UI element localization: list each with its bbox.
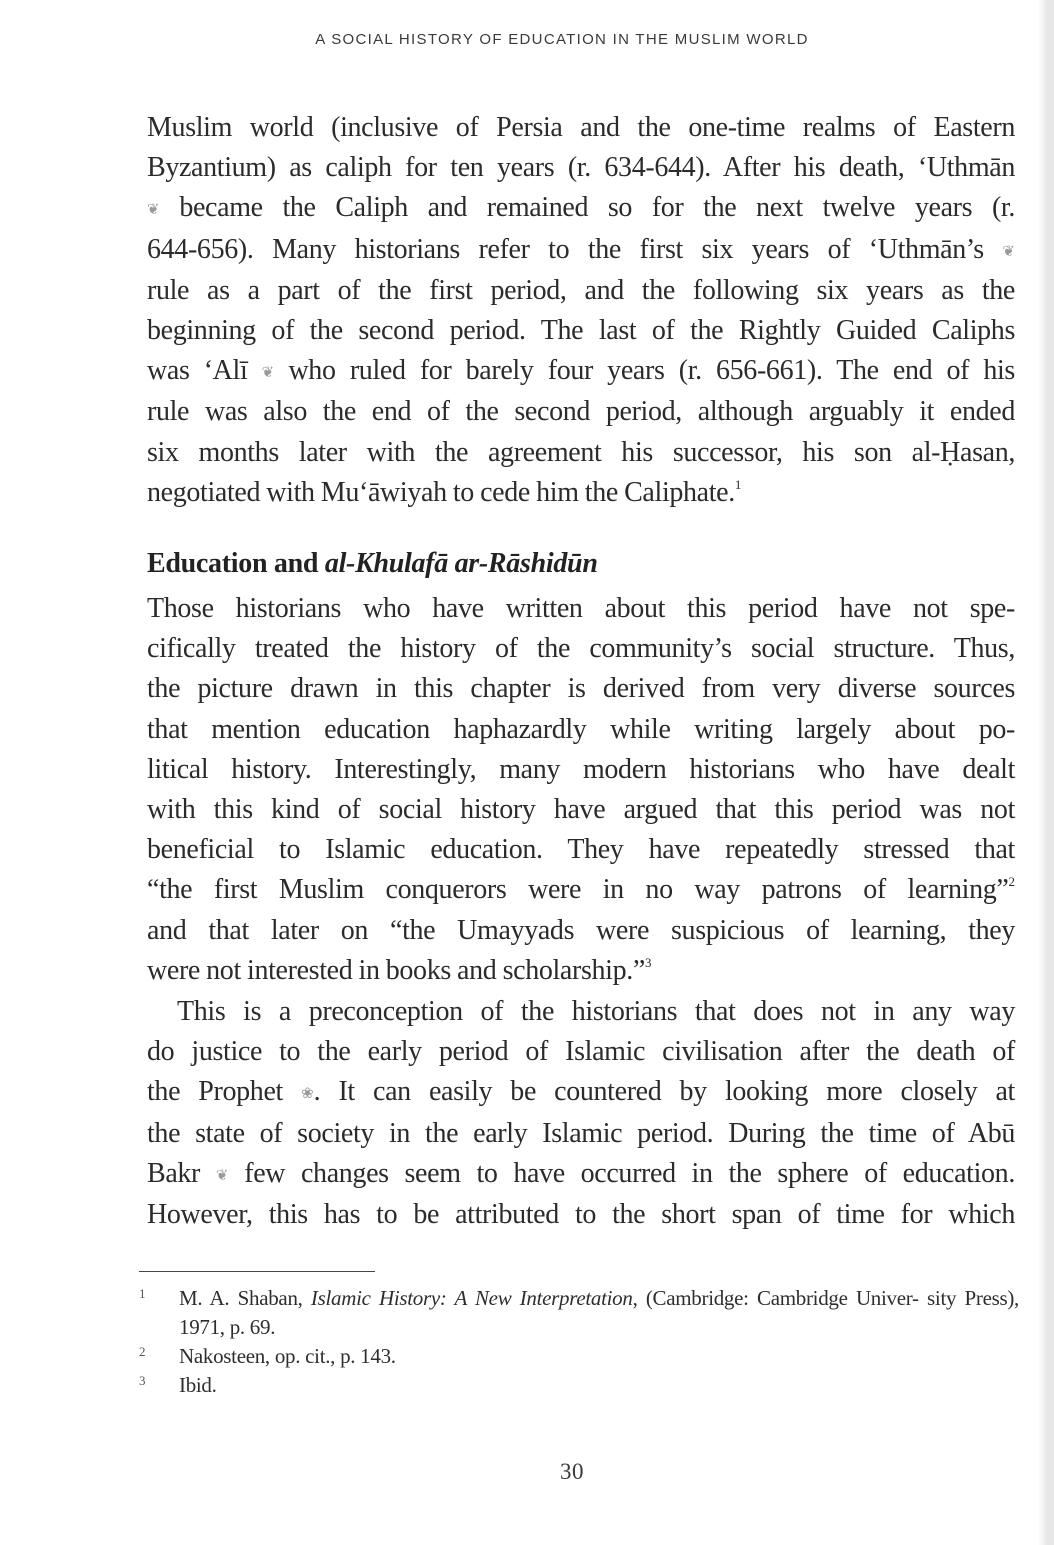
footnote-text: M. A. Shaban, Islamic History: A New Interpretation, (Cambridge: Cambridge Univer- sity Press), 1971, p. 69. xyxy=(179,1286,1019,1339)
text-line: “the first Muslim conquerors were in no way patrons of learning”$^2$ xyxy=(147,874,1015,906)
text-line: negotiated with Mu‘āwiyah to cede him the Caliphate.$^1$ xyxy=(147,476,742,508)
running-head: A SOCIAL HISTORY OF EDUCATION IN THE MUSLIM WORLD xyxy=(315,31,809,48)
page-number: 30 xyxy=(560,1459,584,1484)
paragraph-2 xyxy=(147,589,1015,991)
honorific-icon: ❦ xyxy=(261,363,275,382)
text-line: Bakr ❦ few changes seem to have occurred in the sphere of education. xyxy=(147,1154,1015,1195)
text-line: litical history. Interestingly, many modern historians who have dealt xyxy=(147,753,1015,785)
footnotes xyxy=(139,1284,1019,1400)
text-line: were not interested in books and scholarship.”$^3$ xyxy=(147,954,652,986)
footnote xyxy=(139,1284,1019,1342)
text-line: This is a preconception of the historians that does not in any way xyxy=(177,996,1015,1027)
section-heading: Education and al-Khulafā ar-Rāshidūn xyxy=(147,548,598,579)
footnote-reference[interactable]: 3 xyxy=(645,954,652,970)
text-line: beginning of the second period. The last of the Rightly Guided Caliphs xyxy=(147,315,1015,347)
honorific-icon: ❦ xyxy=(1002,241,1015,260)
text-line: 644-656). Many historians refer to the first six years of ‘Uthmān’s ❦ xyxy=(147,230,1015,271)
footnote-number: 2 xyxy=(139,1344,146,1359)
text-line: with this kind of social history have argued that this period was not xyxy=(147,794,1015,826)
prophet-honorific-icon: ❀ xyxy=(301,1084,314,1103)
text-line: beneficial to Islamic education. They have repeatedly stressed that xyxy=(147,834,1015,866)
honorific-icon: ❦ xyxy=(147,200,160,219)
footnote-number: 3 xyxy=(139,1373,146,1388)
text-line: Muslim world (inclusive of Persia and the one-time realms of Eastern xyxy=(147,112,1015,143)
text-line: that mention education haphazardly while writing largely about po- xyxy=(147,713,1015,745)
text-line: ❦ became the Caliph and remained so for the next twelve years (r. xyxy=(147,188,1015,229)
footnote-reference[interactable]: 1 xyxy=(734,476,742,492)
text-line: rule was also the end of the second period, although arguably it ended xyxy=(147,396,1015,428)
footnote-text: Nakosteen, op. cit., p. 143. xyxy=(179,1344,396,1368)
footnote xyxy=(139,1371,1019,1400)
text-line: six months later with the agreement his successor, his son al-Ḥasan, xyxy=(147,436,1015,468)
section-heading-italic: al-Khulafā ar-Rāshidūn xyxy=(324,548,598,579)
footnote xyxy=(139,1342,1019,1371)
text-line: Byzantium) as caliph for ten years (r. 634-644). After his death, ‘Uthmān xyxy=(147,152,1015,184)
text-line: However, this has to be attributed to the short span of time for which xyxy=(147,1199,1015,1231)
text-line: and that later on “the Umayyads were suspicious of learning, they xyxy=(147,914,1015,946)
paragraph-3 xyxy=(147,992,1015,1235)
footnote-number: 1 xyxy=(139,1286,146,1301)
footnote-divider xyxy=(139,1271,375,1272)
cited-work-title: Islamic History: A New Interpretation xyxy=(310,1286,633,1310)
text-line: Those historians who have written about this period have not spe- xyxy=(147,593,1015,624)
text-line: rule as a part of the first period, and the following six years as the xyxy=(147,274,1015,306)
text-line: cifically treated the history of the community’s social structure. Thus, xyxy=(147,633,1015,665)
paragraph-1 xyxy=(147,108,1015,513)
text-line: do justice to the early period of Islamic civilisation after the death of xyxy=(147,1036,1015,1068)
text-line: the picture drawn in this chapter is derived from very diverse sources xyxy=(147,673,1015,705)
text-line: the state of society in the early Islamic period. During the time of Abū xyxy=(147,1117,1015,1149)
text-line: the Prophet ❀. It can easily be countered by looking more closely at xyxy=(147,1072,1015,1113)
page-gutter-shadow xyxy=(1038,0,1054,1545)
text-line: was ‘Alī ❦ who ruled for barely four years (r. 656-661). The end of his xyxy=(147,351,1015,392)
footnote-text: Ibid. xyxy=(179,1373,217,1397)
footnote-reference[interactable]: 2 xyxy=(1008,874,1015,890)
honorific-icon: ❦ xyxy=(215,1165,229,1184)
